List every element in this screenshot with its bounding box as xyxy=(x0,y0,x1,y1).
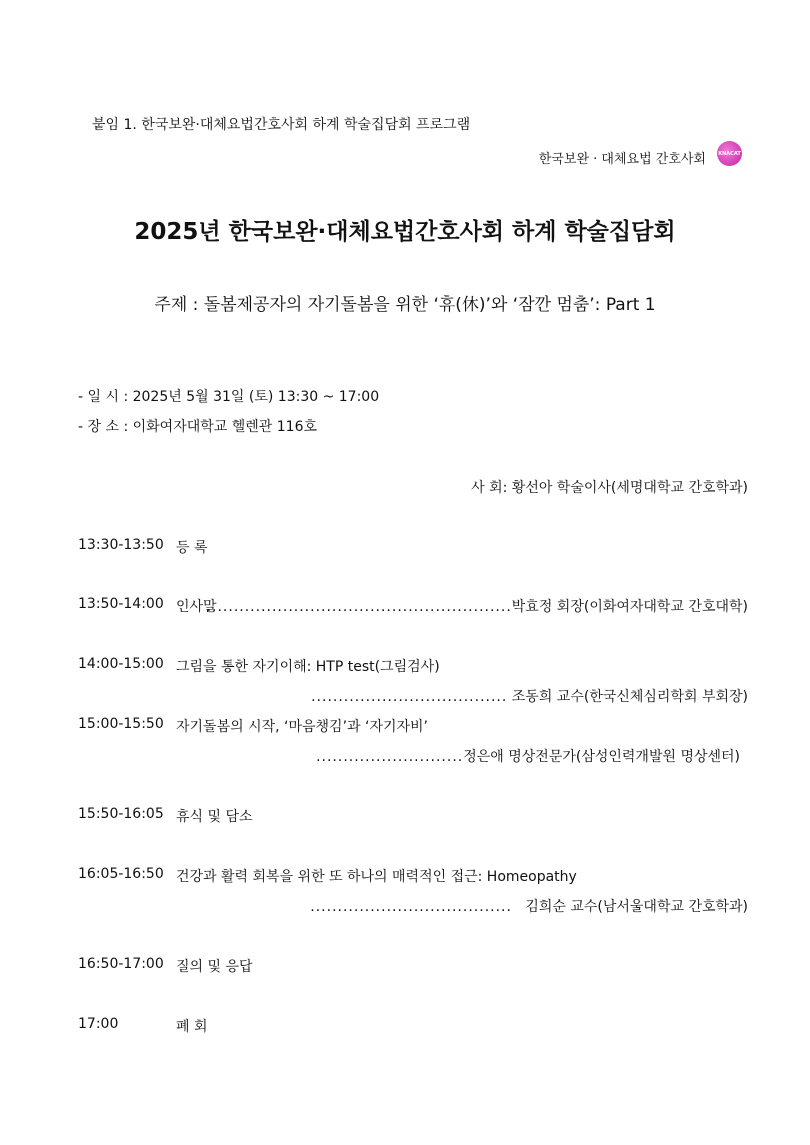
leader-dots: ........................... xyxy=(316,749,464,765)
program-title: 건강과 활력 회복을 위한 또 하나의 매력적인 접근: Homeopathy xyxy=(176,869,577,885)
speaker-name: 박효정 회장(이화여자대학교 간호대학) xyxy=(511,599,748,615)
leader-dots: .................................... xyxy=(311,689,508,705)
event-place: - 장 소 : 이화여자대학교 헬렌관 116호 xyxy=(78,419,318,435)
document-title: 2025년 한국보완·대체요법간호사회 하계 학술집담회 xyxy=(134,219,676,245)
program-time: 16:50-17:00 xyxy=(78,956,164,972)
program-title: 휴식 및 담소 xyxy=(176,809,253,825)
moderator: 사 회: 황선아 학술이사(세명대학교 간호학과) xyxy=(471,480,748,496)
organization-logo: KNACAT xyxy=(717,141,742,166)
program-time: 16:05-16:50 xyxy=(78,866,164,882)
speaker-name: 김희순 교수(남서울대학교 간호학과) xyxy=(525,899,748,915)
program-title: 그림을 통한 자기이해: HTP test(그림검사) xyxy=(176,659,440,675)
program-time: 14:00-15:00 xyxy=(78,656,164,672)
speaker-name: 정은애 명상전문가(삼성인력개발원 명상센터) xyxy=(463,749,740,765)
program-title: 질의 및 응답 xyxy=(176,959,253,975)
organization-name: 한국보완 · 대체요법 간호사회 xyxy=(538,152,706,167)
program-speaker xyxy=(316,746,740,766)
program-time: 13:30-13:50 xyxy=(78,537,164,553)
event-datetime: - 일 시 : 2025년 5월 31일 (토) 13:30 ~ 17:00 xyxy=(78,389,380,405)
program-time: 13:50-14:00 xyxy=(78,596,164,612)
program-title: 폐 회 xyxy=(176,1019,208,1035)
program-speaker xyxy=(310,896,748,916)
program-time: 15:50-16:05 xyxy=(78,806,164,822)
speaker-name: 조동희 교수(한국신체심리학회 부회장) xyxy=(511,689,748,705)
program-title: 자기돌봄의 시작, ‘마음챙김’과 ‘자기자비’ xyxy=(176,719,428,735)
program-speaker xyxy=(311,686,748,706)
program-title: 등 록 xyxy=(176,540,208,556)
document-theme: 주제 : 돌봄제공자의 자기돌봄을 위한 ‘휴(休)’와 ‘잠깐 멈춤’: Part 1 xyxy=(154,295,656,315)
program-time: 15:00-15:50 xyxy=(78,716,164,732)
program-speaker xyxy=(207,596,748,616)
program-time: 17:00 xyxy=(78,1016,119,1032)
program-title: 인사말 xyxy=(176,599,217,615)
attachment-label: 붙임 1. 한국보완·대체요법간호사회 하계 학술집담회 프로그램 xyxy=(92,117,471,133)
leader-dots: ........................................................ xyxy=(206,599,512,615)
leader-dots: ..................................... xyxy=(310,899,512,915)
